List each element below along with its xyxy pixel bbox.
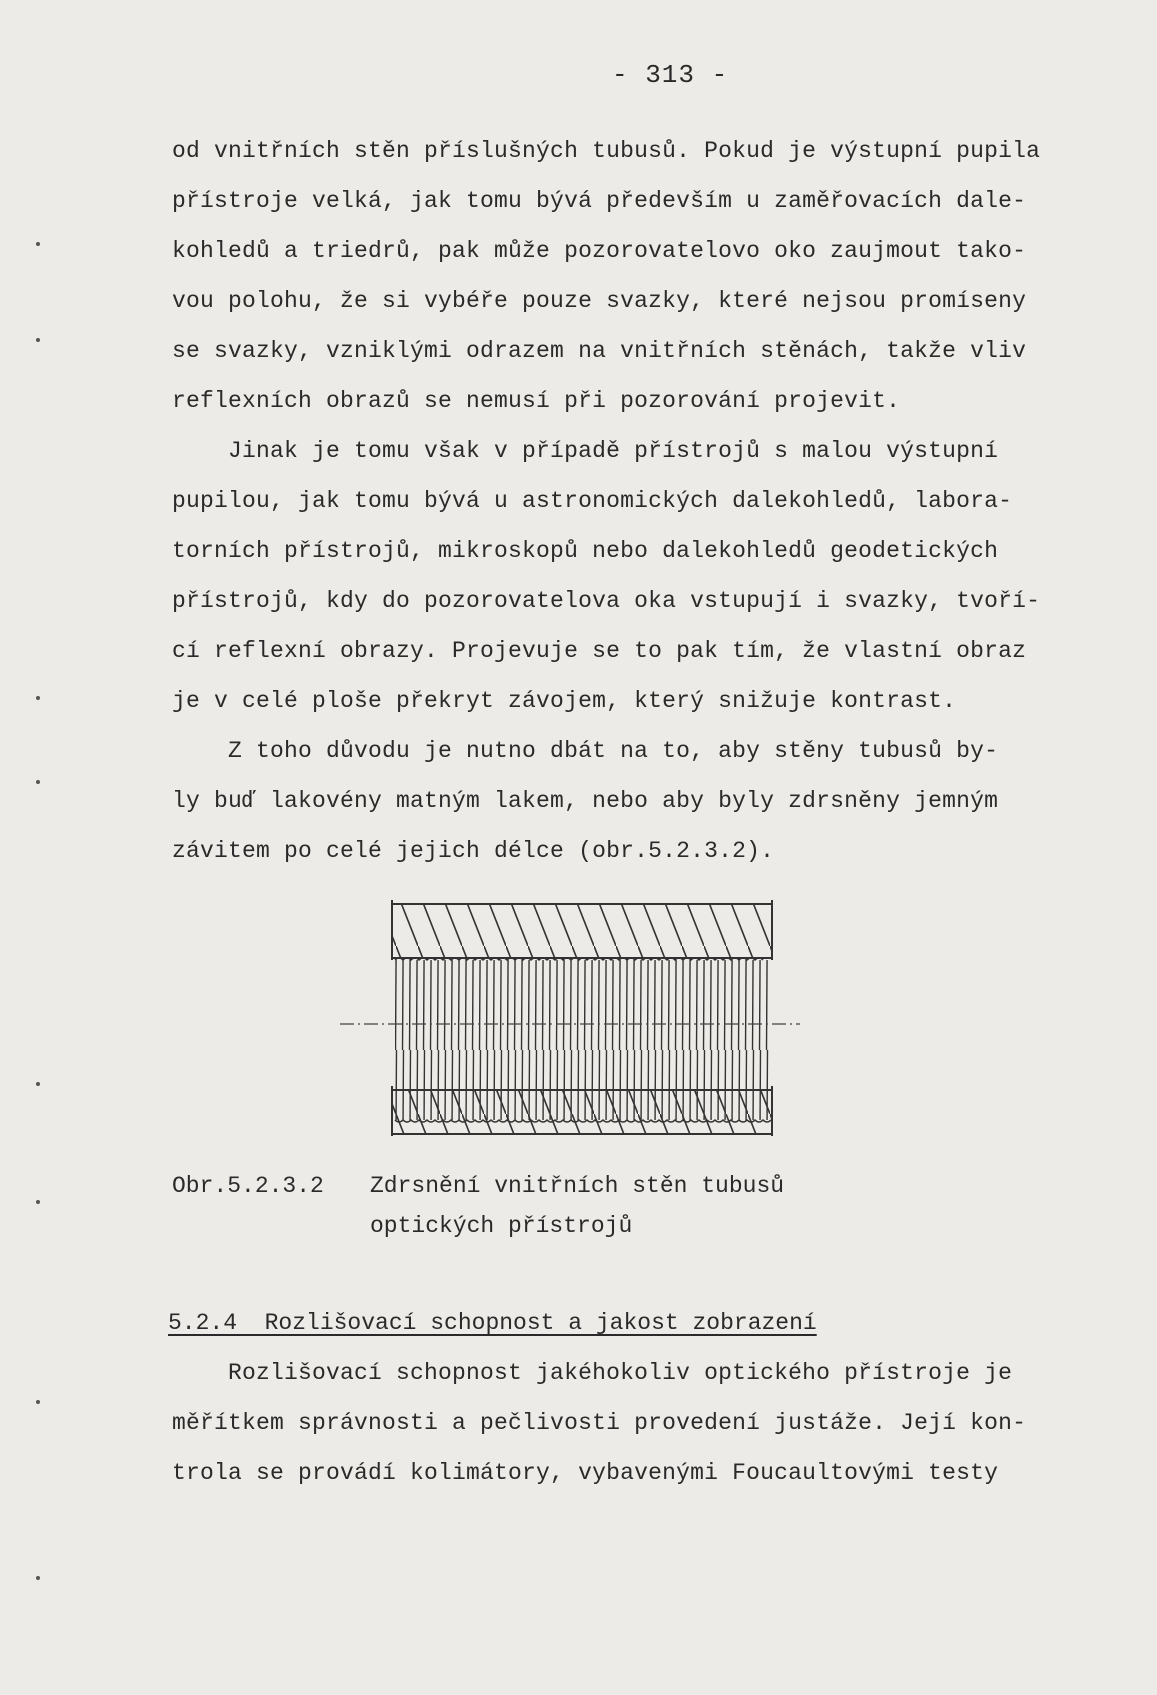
margin-mark bbox=[36, 1576, 40, 1580]
text-line: Z toho důvodu je nutno dbát na to, aby stěny tubusů by- bbox=[172, 738, 999, 764]
text-line: Rozlišovací schopnost jakéhokoliv optického přístroje je bbox=[172, 1360, 1013, 1386]
top-wall bbox=[392, 900, 772, 960]
margin-mark bbox=[36, 1400, 40, 1404]
tube-wall-figure bbox=[330, 890, 810, 1150]
margin-mark bbox=[36, 338, 40, 342]
text-line: je v celé ploše překryt závojem, který snižuje kontrast. bbox=[172, 688, 957, 714]
text-line: vou polohu, že si vybéře pouze svazky, které nejsou promíseny bbox=[172, 288, 1027, 314]
margin-mark bbox=[36, 1200, 40, 1204]
margin-mark bbox=[36, 780, 40, 784]
text-line: měřítkem správnosti a pečlivosti provedení justáže. Její kon- bbox=[172, 1410, 1027, 1436]
text-line: pupilou, jak tomu bývá u astronomických dalekohledů, labora- bbox=[172, 488, 1013, 514]
text-line: Jinak je tomu však v případě přístrojů s malou výstupní bbox=[172, 438, 999, 464]
margin-mark bbox=[36, 1082, 40, 1086]
text-line: reflexních obrazů se nemusí při pozorování projevit. bbox=[172, 388, 901, 414]
figure-caption-line: Zdrsnění vnitřních stěn tubusů bbox=[370, 1173, 785, 1199]
page-number: - 313 - bbox=[612, 60, 729, 90]
bottom-wall bbox=[392, 1086, 772, 1136]
section-heading: 5.2.4 Rozlišovací schopnost a jakost zobrazení bbox=[168, 1310, 817, 1336]
text-line: kohledů a triedrů, pak může pozorovatelovo oko zaujmout tako- bbox=[172, 238, 1027, 264]
text-line: trola se provádí kolimátory, vybavenými Foucaultovými testy bbox=[172, 1460, 999, 1486]
figure-caption-label: Obr.5.2.3.2 bbox=[172, 1173, 324, 1199]
text-line: cí reflexní obrazy. Projevuje se to pak tím, že vlastní obraz bbox=[172, 638, 1027, 664]
figure-caption-line: optických přístrojů bbox=[370, 1213, 633, 1239]
margin-mark bbox=[36, 242, 40, 246]
text-line: torních přístrojů, mikroskopů nebo dalekohledů geodetických bbox=[172, 538, 999, 564]
margin-mark bbox=[36, 696, 40, 700]
text-line: od vnitřních stěn příslušných tubusů. Pokud je výstupní pupila bbox=[172, 138, 1041, 164]
text-line: přístrojů, kdy do pozorovatelova oka vstupují i svazky, tvoří- bbox=[172, 588, 1041, 614]
text-line: se svazky, vzniklými odrazem na vnitřních stěnách, takže vliv bbox=[172, 338, 1027, 364]
text-line: závitem po celé jejich délce (obr.5.2.3.2). bbox=[172, 838, 775, 864]
text-line: přístroje velká, jak tomu bývá především u zaměřovacích dale- bbox=[172, 188, 1027, 214]
text-line: ly buď lakovény matným lakem, nebo aby byly zdrsněny jemným bbox=[172, 788, 999, 814]
